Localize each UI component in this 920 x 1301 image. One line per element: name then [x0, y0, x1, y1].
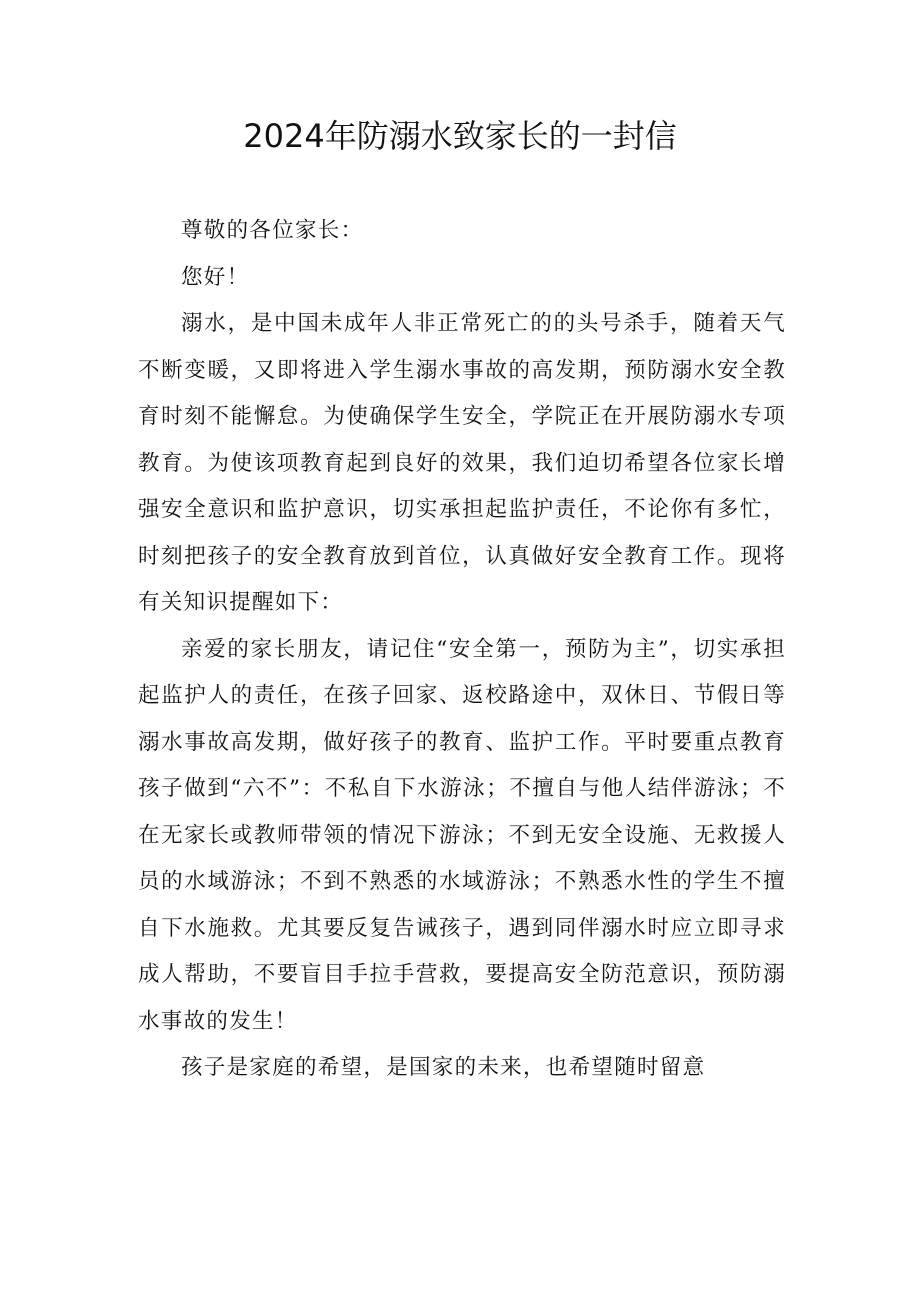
- greeting: 您好！: [181, 264, 250, 290]
- paragraph-guidance: 亲爱的家长朋友，请记住“安全第一，预防为主”，切实承担起监护人的责任，在孩子回家、返校路途中，双休日、节假日等溺水事故高发期，做好孩子的教育、监护工作。平时要重点教育孩子做到“六不”：不私自下水游泳；不擅自与他人结伴游泳；不在无家长或教师带领的情况下游泳；不到无安全设施、无救援人员的水域游泳；不到不熟悉的水域游泳；不熟悉水性的学生不擅自下水施救。尤其要反复告诫孩子，遇到同伴溺水时应立即寻求成人帮助，不要盲目手拉手营救，要提高安全防范意识，预防溺水事故的发生！: [138, 636, 786, 1034]
- document-title: 2024年防溺水致家长的一封信: [243, 117, 677, 155]
- paragraph-intro: 溺水，是中国未成年人非正常死亡的的头号杀手，随着天气不断变暖，又即将进入学生溺水事故的高发期，预防溺水安全教育时刻不能懈怠。为使确保学生安全，学院正在开展防溺水专项教育。为使该项教育起到良好的效果，我们迫切希望各位家长增强安全意识和监护意识，切实承担起监护责任，不论你有多忙，时刻把孩子的安全教育放到首位，认真做好安全教育工作。现将有关知识提醒如下：: [138, 311, 786, 615]
- paragraph-closing-partial: 孩子是家庭的希望，是国家的未来，也希望随时留意: [181, 1055, 706, 1080]
- salutation: 尊敬的各位家长：: [181, 218, 364, 243]
- letter-body: [138, 208, 786, 1092]
